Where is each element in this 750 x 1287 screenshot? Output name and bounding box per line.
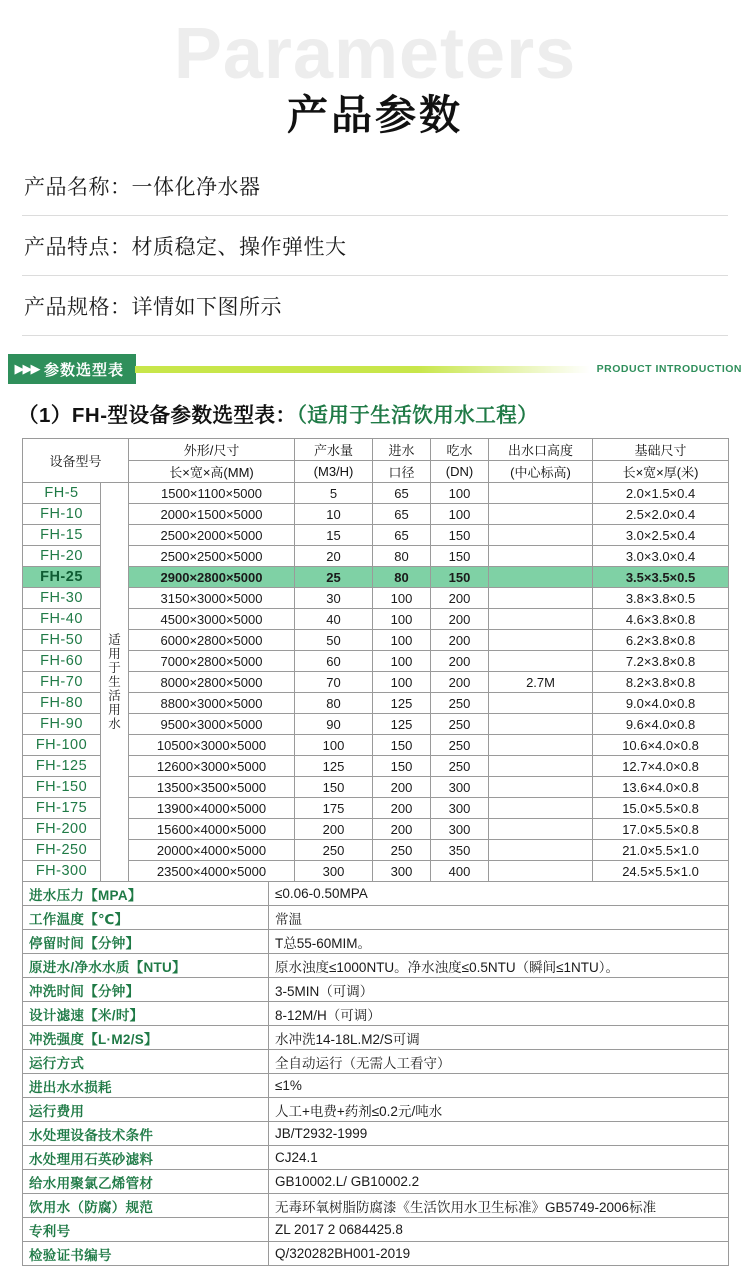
property-value: 常温 [269, 906, 729, 930]
cell-size: 10500×3000×5000 [129, 735, 295, 756]
property-value: 8-12M/H（可调） [269, 1002, 729, 1026]
property-name: 原进水/净水水质【NTU】 [23, 954, 269, 978]
banner-english-label: PRODUCT INTRODUCTION [589, 354, 742, 384]
property-value: JB/T2932-1999 [269, 1122, 729, 1146]
table-row[interactable] [23, 504, 729, 525]
cell-base: 7.2×3.8×0.8 [593, 651, 729, 672]
header-flow: 产水量 [295, 439, 373, 461]
property-value: 原水浊度≤1000NTU。净水浊度≤0.5NTU（瞬间≤1NTU）。 [269, 954, 729, 978]
cell-outlet [489, 819, 593, 840]
cell-flow: 175 [295, 798, 373, 819]
cell-model: FH-70 [23, 672, 101, 693]
cell-inlet: 125 [373, 714, 431, 735]
table-row[interactable] [23, 714, 729, 735]
cell-model: FH-250 [23, 840, 101, 861]
property-name: 水处理设备技术条件 [23, 1122, 269, 1146]
property-name: 检验证书编号 [23, 1242, 269, 1266]
property-value: ZL 2017 2 0684425.8 [269, 1218, 729, 1242]
table-row[interactable] [23, 609, 729, 630]
table-row[interactable] [23, 630, 729, 651]
cell-base: 24.5×5.5×1.0 [593, 861, 729, 882]
cell-base: 21.0×5.5×1.0 [593, 840, 729, 861]
table-row[interactable] [23, 777, 729, 798]
cell-draft: 300 [431, 777, 489, 798]
cell-inlet: 65 [373, 504, 431, 525]
cell-base: 9.0×4.0×0.8 [593, 693, 729, 714]
cell-inlet: 200 [373, 819, 431, 840]
header-size-unit: 长×宽×高(MM) [129, 461, 295, 483]
cell-flow: 200 [295, 819, 373, 840]
property-row [23, 1218, 729, 1242]
header-size: 外形/尺寸 [129, 439, 295, 461]
cell-inlet: 100 [373, 672, 431, 693]
cell-model: FH-40 [23, 609, 101, 630]
header-inlet-unit: 口径 [373, 461, 431, 483]
table-row[interactable] [23, 861, 729, 882]
cell-base: 3.8×3.8×0.5 [593, 588, 729, 609]
property-value: CJ24.1 [269, 1146, 729, 1170]
table-row[interactable] [23, 735, 729, 756]
cell-base: 3.0×2.5×0.4 [593, 525, 729, 546]
cell-flow: 300 [295, 861, 373, 882]
spec-table [22, 438, 729, 882]
cell-flow: 20 [295, 546, 373, 567]
cell-outlet [489, 630, 593, 651]
cell-flow: 250 [295, 840, 373, 861]
cell-outlet [489, 525, 593, 546]
intro-value-name: 一体化净水器 [131, 176, 261, 199]
cell-draft: 100 [431, 483, 489, 504]
page-title: 产品参数 [287, 92, 463, 138]
property-value: 全自动运行（无需人工看守） [269, 1050, 729, 1074]
cell-draft: 150 [431, 525, 489, 546]
cell-flow: 125 [295, 756, 373, 777]
header-outlet-unit: (中心标高) [489, 461, 593, 483]
property-value: 人工+电费+药剂≤0.2元/吨水 [269, 1098, 729, 1122]
cell-flow: 30 [295, 588, 373, 609]
watermark-text: Parameters [173, 14, 577, 94]
cell-base: 12.7×4.0×0.8 [593, 756, 729, 777]
cell-model: FH-50 [23, 630, 101, 651]
cell-draft: 100 [431, 504, 489, 525]
intro-label-spec: 产品规格： [24, 296, 132, 319]
section-banner [8, 354, 742, 384]
cell-draft: 350 [431, 840, 489, 861]
cell-size: 23500×4000×5000 [129, 861, 295, 882]
property-name: 水处理用石英砂滤料 [23, 1146, 269, 1170]
property-row [23, 1026, 729, 1050]
cell-inlet: 80 [373, 567, 431, 588]
cell-inlet: 300 [373, 861, 431, 882]
property-value: Q/320282BH001-2019 [269, 1242, 729, 1266]
property-row [23, 1122, 729, 1146]
table-row[interactable] [23, 588, 729, 609]
cell-outlet [489, 546, 593, 567]
cell-size: 9500×3000×5000 [129, 714, 295, 735]
property-name: 进出水水损耗 [23, 1074, 269, 1098]
intro-row-feature [22, 216, 728, 276]
property-name: 运行方式 [23, 1050, 269, 1074]
property-value: 无毒环氧树脂防腐漆《生活饮用水卫生标准》GB5749-2006标准 [269, 1194, 729, 1218]
cell-size: 2500×2000×5000 [129, 525, 295, 546]
cell-size: 12600×3000×5000 [129, 756, 295, 777]
cell-outlet [489, 588, 593, 609]
table-row[interactable] [23, 798, 729, 819]
cell-draft: 300 [431, 798, 489, 819]
cell-inlet: 200 [373, 777, 431, 798]
cell-inlet: 100 [373, 630, 431, 651]
header-draft: 吃水 [431, 439, 489, 461]
property-name: 设计滤速【米/时】 [23, 1002, 269, 1026]
cell-model: FH-100 [23, 735, 101, 756]
cell-model: FH-90 [23, 714, 101, 735]
cell-inlet: 150 [373, 756, 431, 777]
intro-value-feature: 材质稳定、操作弹性大 [131, 236, 347, 259]
property-name: 冲洗强度【L·M2/S】 [23, 1026, 269, 1050]
cell-model: FH-5 [23, 483, 101, 504]
table-row[interactable] [23, 693, 729, 714]
cell-model: FH-10 [23, 504, 101, 525]
property-name: 专利号 [23, 1218, 269, 1242]
property-name: 工作温度【℃】 [23, 906, 269, 930]
cell-model: FH-20 [23, 546, 101, 567]
cell-base: 10.6×4.0×0.8 [593, 735, 729, 756]
cell-base: 4.6×3.8×0.8 [593, 609, 729, 630]
spec-table-wrapper [22, 438, 728, 1266]
property-row [23, 1146, 729, 1170]
property-row [23, 1242, 729, 1266]
cell-draft: 250 [431, 756, 489, 777]
cell-inlet: 100 [373, 651, 431, 672]
cell-flow: 5 [295, 483, 373, 504]
cell-outlet [489, 756, 593, 777]
cell-outlet [489, 861, 593, 882]
cell-base: 3.0×3.0×0.4 [593, 546, 729, 567]
property-row [23, 1170, 729, 1194]
cell-outlet [489, 777, 593, 798]
property-name: 进水压力【MPA】 [23, 882, 269, 906]
cell-size: 13900×4000×5000 [129, 798, 295, 819]
cell-flow: 70 [295, 672, 373, 693]
cell-size: 6000×2800×5000 [129, 630, 295, 651]
property-row [23, 906, 729, 930]
intro-label-name: 产品名称： [24, 176, 132, 199]
cell-base: 9.6×4.0×0.8 [593, 714, 729, 735]
cell-draft: 300 [431, 819, 489, 840]
table-row[interactable] [23, 525, 729, 546]
cell-draft: 200 [431, 651, 489, 672]
cell-size: 20000×4000×5000 [129, 840, 295, 861]
cell-outlet: 2.7M [489, 672, 593, 693]
cell-model: FH-80 [23, 693, 101, 714]
header-draft-unit: (DN) [431, 461, 489, 483]
cell-flow: 60 [295, 651, 373, 672]
cell-model: FH-125 [23, 756, 101, 777]
property-value: 3-5MIN（可调） [269, 978, 729, 1002]
property-row [23, 1074, 729, 1098]
intro-row-name [22, 156, 728, 216]
cell-base: 6.2×3.8×0.8 [593, 630, 729, 651]
intro-list [22, 156, 728, 336]
header-base-unit: 长×宽×厚(米) [593, 461, 729, 483]
vertical-usage-label: 适 用 于 生 活 用 水 [101, 483, 129, 882]
cell-outlet [489, 504, 593, 525]
table-row[interactable] [23, 840, 729, 861]
cell-size: 7000×2800×5000 [129, 651, 295, 672]
cell-model: FH-60 [23, 651, 101, 672]
spec-header-row-bottom [23, 461, 729, 483]
cell-flow: 100 [295, 735, 373, 756]
cell-outlet [489, 483, 593, 504]
cell-outlet [489, 567, 593, 588]
cell-draft: 250 [431, 735, 489, 756]
table-row[interactable] [23, 651, 729, 672]
cell-flow: 40 [295, 609, 373, 630]
cell-inlet: 100 [373, 588, 431, 609]
cell-draft: 200 [431, 588, 489, 609]
header-model: 设备型号 [23, 439, 129, 483]
property-name: 冲洗时间【分钟】 [23, 978, 269, 1002]
table-row[interactable] [23, 567, 729, 588]
cell-model: FH-175 [23, 798, 101, 819]
section-title-text: FH-型设备参数选型表： [71, 404, 297, 427]
cell-outlet [489, 651, 593, 672]
header-flow-unit: (M3/H) [295, 461, 373, 483]
property-value: ≤1% [269, 1074, 729, 1098]
cell-size: 1500×1100×5000 [129, 483, 295, 504]
cell-flow: 80 [295, 693, 373, 714]
cell-size: 3150×3000×5000 [129, 588, 295, 609]
cell-draft: 200 [431, 672, 489, 693]
cell-model: FH-200 [23, 819, 101, 840]
properties-table [22, 881, 729, 1266]
cell-draft: 250 [431, 714, 489, 735]
intro-value-spec: 详情如下图所示 [131, 296, 282, 319]
cell-outlet [489, 609, 593, 630]
cell-flow: 25 [295, 567, 373, 588]
cell-model: FH-30 [23, 588, 101, 609]
cell-base: 13.6×4.0×0.8 [593, 777, 729, 798]
cell-size: 2000×1500×5000 [129, 504, 295, 525]
double-chevron-icon: ▶▶▶ [8, 354, 42, 384]
cell-inlet: 100 [373, 609, 431, 630]
cell-model: FH-25 [23, 567, 101, 588]
cell-base: 17.0×5.5×0.8 [593, 819, 729, 840]
cell-draft: 200 [431, 630, 489, 651]
cell-base: 2.5×2.0×0.4 [593, 504, 729, 525]
cell-inlet: 250 [373, 840, 431, 861]
cell-size: 8800×3000×5000 [129, 693, 295, 714]
cell-inlet: 125 [373, 693, 431, 714]
hero-header [0, 0, 750, 150]
spec-header-row-top [23, 439, 729, 461]
cell-size: 15600×4000×5000 [129, 819, 295, 840]
table-row[interactable] [23, 819, 729, 840]
cell-base: 2.0×1.5×0.4 [593, 483, 729, 504]
cell-base: 3.5×3.5×0.5 [593, 567, 729, 588]
cell-model: FH-15 [23, 525, 101, 546]
banner-title: 参数选型表 [42, 354, 136, 384]
banner-gradient-bar [135, 366, 590, 373]
property-name: 饮用水（防腐）规范 [23, 1194, 269, 1218]
table-row[interactable] [23, 483, 729, 504]
cell-flow: 10 [295, 504, 373, 525]
property-row [23, 1002, 729, 1026]
cell-flow: 150 [295, 777, 373, 798]
cell-model: FH-300 [23, 861, 101, 882]
header-base: 基础尺寸 [593, 439, 729, 461]
cell-draft: 150 [431, 567, 489, 588]
cell-flow: 15 [295, 525, 373, 546]
cell-size: 2500×2500×5000 [129, 546, 295, 567]
cell-inlet: 65 [373, 525, 431, 546]
bottom-spacer [0, 1266, 750, 1280]
property-row [23, 882, 729, 906]
cell-size: 2900×2800×5000 [129, 567, 295, 588]
header-outlet: 出水口高度 [489, 439, 593, 461]
section-title-suffix: （适用于生活饮用水工程） [296, 404, 539, 427]
property-row [23, 1050, 729, 1074]
cell-inlet: 200 [373, 798, 431, 819]
property-value: 水冲洗14-18L.M2/S可调 [269, 1026, 729, 1050]
cell-base: 15.0×5.5×0.8 [593, 798, 729, 819]
cell-inlet: 65 [373, 483, 431, 504]
header-inlet: 进水 [373, 439, 431, 461]
table-row[interactable] [23, 672, 729, 693]
cell-size: 8000×2800×5000 [129, 672, 295, 693]
cell-size: 13500×3500×5000 [129, 777, 295, 798]
table-row[interactable] [23, 756, 729, 777]
cell-inlet: 80 [373, 546, 431, 567]
property-value: T总55-60MIM。 [269, 930, 729, 954]
cell-flow: 50 [295, 630, 373, 651]
property-row [23, 954, 729, 978]
cell-draft: 250 [431, 693, 489, 714]
cell-inlet: 150 [373, 735, 431, 756]
cell-outlet [489, 735, 593, 756]
property-value: GB10002.L/ GB10002.2 [269, 1170, 729, 1194]
section-number: （1） [18, 404, 72, 427]
intro-label-feature: 产品特点： [24, 236, 132, 259]
cell-base: 8.2×3.8×0.8 [593, 672, 729, 693]
property-row [23, 930, 729, 954]
property-name: 运行费用 [23, 1098, 269, 1122]
property-name: 停留时间【分钟】 [23, 930, 269, 954]
section-subtitle [18, 398, 750, 428]
property-value: ≤0.06-0.50MPA [269, 882, 729, 906]
cell-size: 4500×3000×5000 [129, 609, 295, 630]
intro-row-spec [22, 276, 728, 336]
cell-outlet [489, 693, 593, 714]
cell-flow: 90 [295, 714, 373, 735]
cell-outlet [489, 714, 593, 735]
property-row [23, 1194, 729, 1218]
property-row [23, 1098, 729, 1122]
property-name: 给水用聚氯乙烯管材 [23, 1170, 269, 1194]
cell-model: FH-150 [23, 777, 101, 798]
cell-draft: 200 [431, 609, 489, 630]
property-row [23, 978, 729, 1002]
cell-outlet [489, 798, 593, 819]
cell-outlet [489, 840, 593, 861]
cell-draft: 400 [431, 861, 489, 882]
table-row[interactable] [23, 546, 729, 567]
cell-draft: 150 [431, 546, 489, 567]
